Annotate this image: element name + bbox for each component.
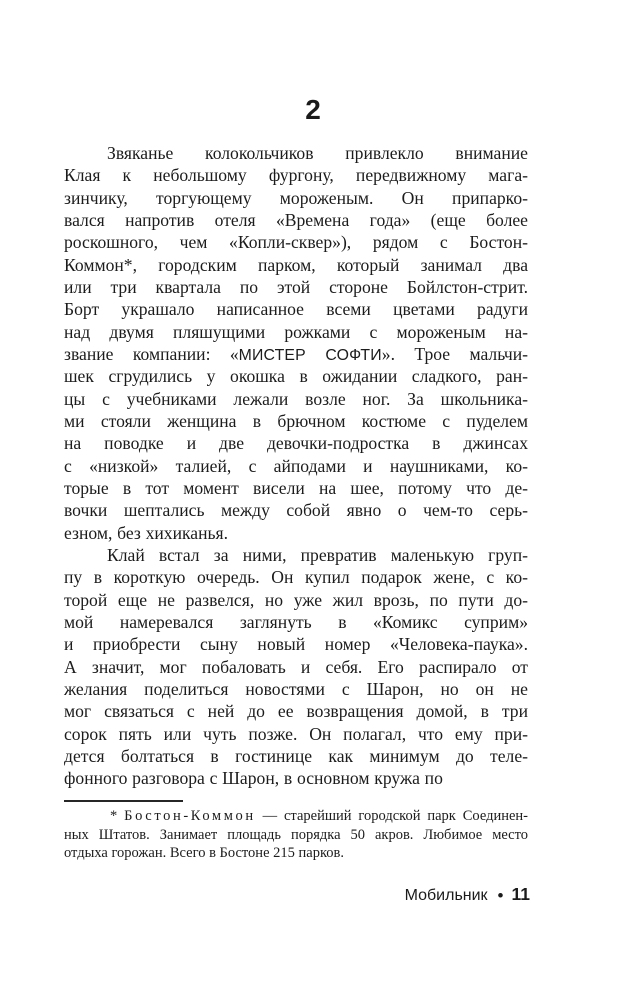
text-line: и приобрести сыну новый номер «Человека-паука». (64, 634, 528, 655)
text-line: Клая к небольшому фургону, передвижному мага- (64, 165, 528, 186)
text-line: вался напротив отеля «Времена года» (еще более (64, 209, 528, 230)
text-line: на поводке и две девочки-подростка в джинсах (64, 433, 528, 454)
text-line: вочки шептались между собой явно о чем-то серь- (64, 500, 528, 521)
body-text (64, 142, 528, 790)
text-line: желания поделиться новостями с Шарон, но он не (64, 678, 528, 699)
footer-bullet-icon: • (497, 886, 504, 905)
text-line: зинчику, торгующему мороженым. Он припарко- (64, 187, 528, 208)
text-line: роскошного, чем «Копли-сквер»), рядом с Бостон- (64, 232, 528, 253)
book-title: Мобильник (404, 887, 488, 904)
text-line: фонного разговора с Шарон, в основном кружа по (64, 768, 443, 789)
text-line: отдыха горожан. Всего в Бостоне 215 парков. (64, 845, 344, 862)
text-line: мой намеревался заглянуть в «Комикс суприм» (64, 611, 528, 632)
text-line: * Бостон-Коммон — старейший городской парк Соединен- (110, 808, 528, 824)
text-line: пу в короткую очередь. Он купил подарок жене, с ко- (64, 567, 528, 588)
text-line: мог связаться с ней до ее возвращения домой, в три (64, 701, 528, 722)
text-line: Коммон*, городским парком, который занимал два (64, 254, 528, 275)
text-line: торые в тот момент висели на шее, потому что де- (64, 477, 528, 498)
chapter-number: 2 (305, 94, 321, 125)
text-line: сорок пять или чуть позже. Он полагал, что ему при- (64, 723, 528, 744)
footnote-text (64, 807, 528, 863)
text-line: ми стояли женщина в брючном костюме с пуделем (64, 410, 528, 431)
page-number: 11 (511, 884, 530, 904)
text-line: шек сгрудились у окошка в ожидании сладкого, ран- (64, 366, 528, 387)
text-line: Звяканье колокольчиков привлекло внимание (107, 143, 528, 163)
text-line: езном, без хихиканья. (64, 522, 229, 543)
text-line: или три квартала по этой стороне Бойлстон-стрит. (64, 276, 528, 297)
text-line: ных Штатов. Занимает площадь порядка 50 акров. Любимое место (64, 826, 528, 843)
text-line: А значит, мог побаловать и себя. Его распирало от (64, 656, 528, 677)
text-line: цы с учебниками лежали возле ног. За школьника- (64, 388, 528, 409)
footnote-separator-rule (64, 800, 183, 802)
text-line: над двумя пляшущими рожками с мороженым на- (64, 321, 528, 342)
text-line: дется болтаться в гостинице как минимум до теле- (64, 745, 528, 766)
text-line: Борт украшало написанное всеми цветами радуги (64, 299, 528, 320)
text-line: звание компании: «МИСТЕР СОФТИ». Трое мальчи- (64, 343, 529, 364)
text-line: Клай встал за ними, превратив маленькую груп- (107, 544, 528, 565)
text-line: торой еще не развелся, но уже жил врозь, по пути до- (64, 589, 528, 610)
text-line: с «низкой» талией, с айподами и наушниками, ко- (64, 455, 528, 476)
page-footer (405, 884, 530, 906)
